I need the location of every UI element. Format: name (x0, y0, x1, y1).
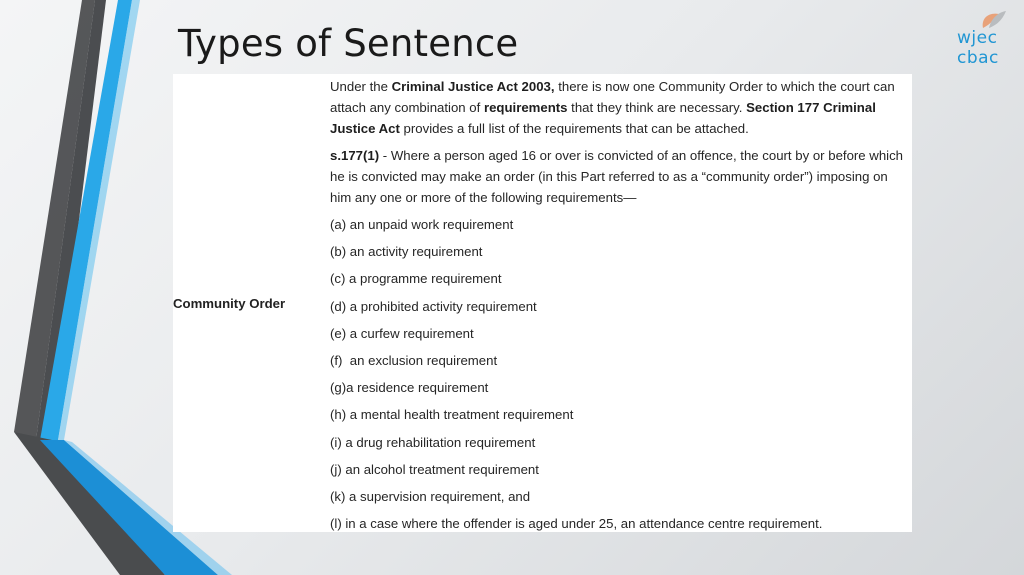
intro-text-2: there is now one Community Order to which the court can attach any combination of (330, 79, 895, 115)
requirement-item: (d) a prohibited activity requirement (330, 298, 537, 314)
intro-paragraph (330, 76, 910, 139)
intro-text-1: Under the (330, 79, 392, 94)
requirement-item: (c) a programme requirement (330, 271, 502, 287)
section-text: - Where a person aged 16 or over is convicted of an offence, the court by or before which he is convicted may make an order (in this Part referred to as a “community order”) imposing on him any one or more of the following requirements— (330, 148, 904, 205)
leaf-icon (977, 8, 1007, 30)
requirement-item: (f) an exclusion requirement (330, 352, 498, 368)
logo-word-cbac: cbac (957, 48, 999, 68)
requirement-item: (g)a residence requirement (330, 380, 489, 396)
intro-bold-section: Section 177 Criminal Justice Act (330, 100, 876, 136)
wjec-cbac-logo (955, 8, 1011, 68)
requirement-item: (h) a mental health treatment requirement (330, 407, 574, 423)
requirements-cell (330, 76, 910, 540)
requirement-item: (k) a supervision requirement, and (330, 488, 531, 504)
content-table (173, 74, 912, 532)
logo-word-wjec: wjec (957, 28, 998, 48)
requirement-item: (i) a drug rehabilitation requirement (330, 434, 536, 450)
requirement-item: (a) an unpaid work requirement (330, 217, 514, 232)
section-paragraph (330, 145, 910, 208)
requirement-item: (e) a curfew requirement (330, 325, 474, 341)
intro-text-4: provides a full list of the requirements that can be attached. (399, 121, 749, 136)
intro-bold-act: Criminal Justice Act 2003, (391, 79, 555, 94)
requirement-item: (j) an alcohol treatment requirement (330, 461, 539, 477)
intro-bold-requirements: requirements (483, 100, 568, 115)
requirement-item: (b) an activity requirement (330, 244, 483, 260)
section-ref: s.177(1) (330, 148, 380, 163)
intro-text-3: that they think are necessary. (567, 100, 747, 115)
slide-title: Types of Sentence (178, 22, 519, 65)
row-label-community-order: Community Order (173, 296, 286, 311)
requirement-item: (l) in a case where the offender is aged under 25, an attendance centre requirement. (330, 516, 823, 532)
